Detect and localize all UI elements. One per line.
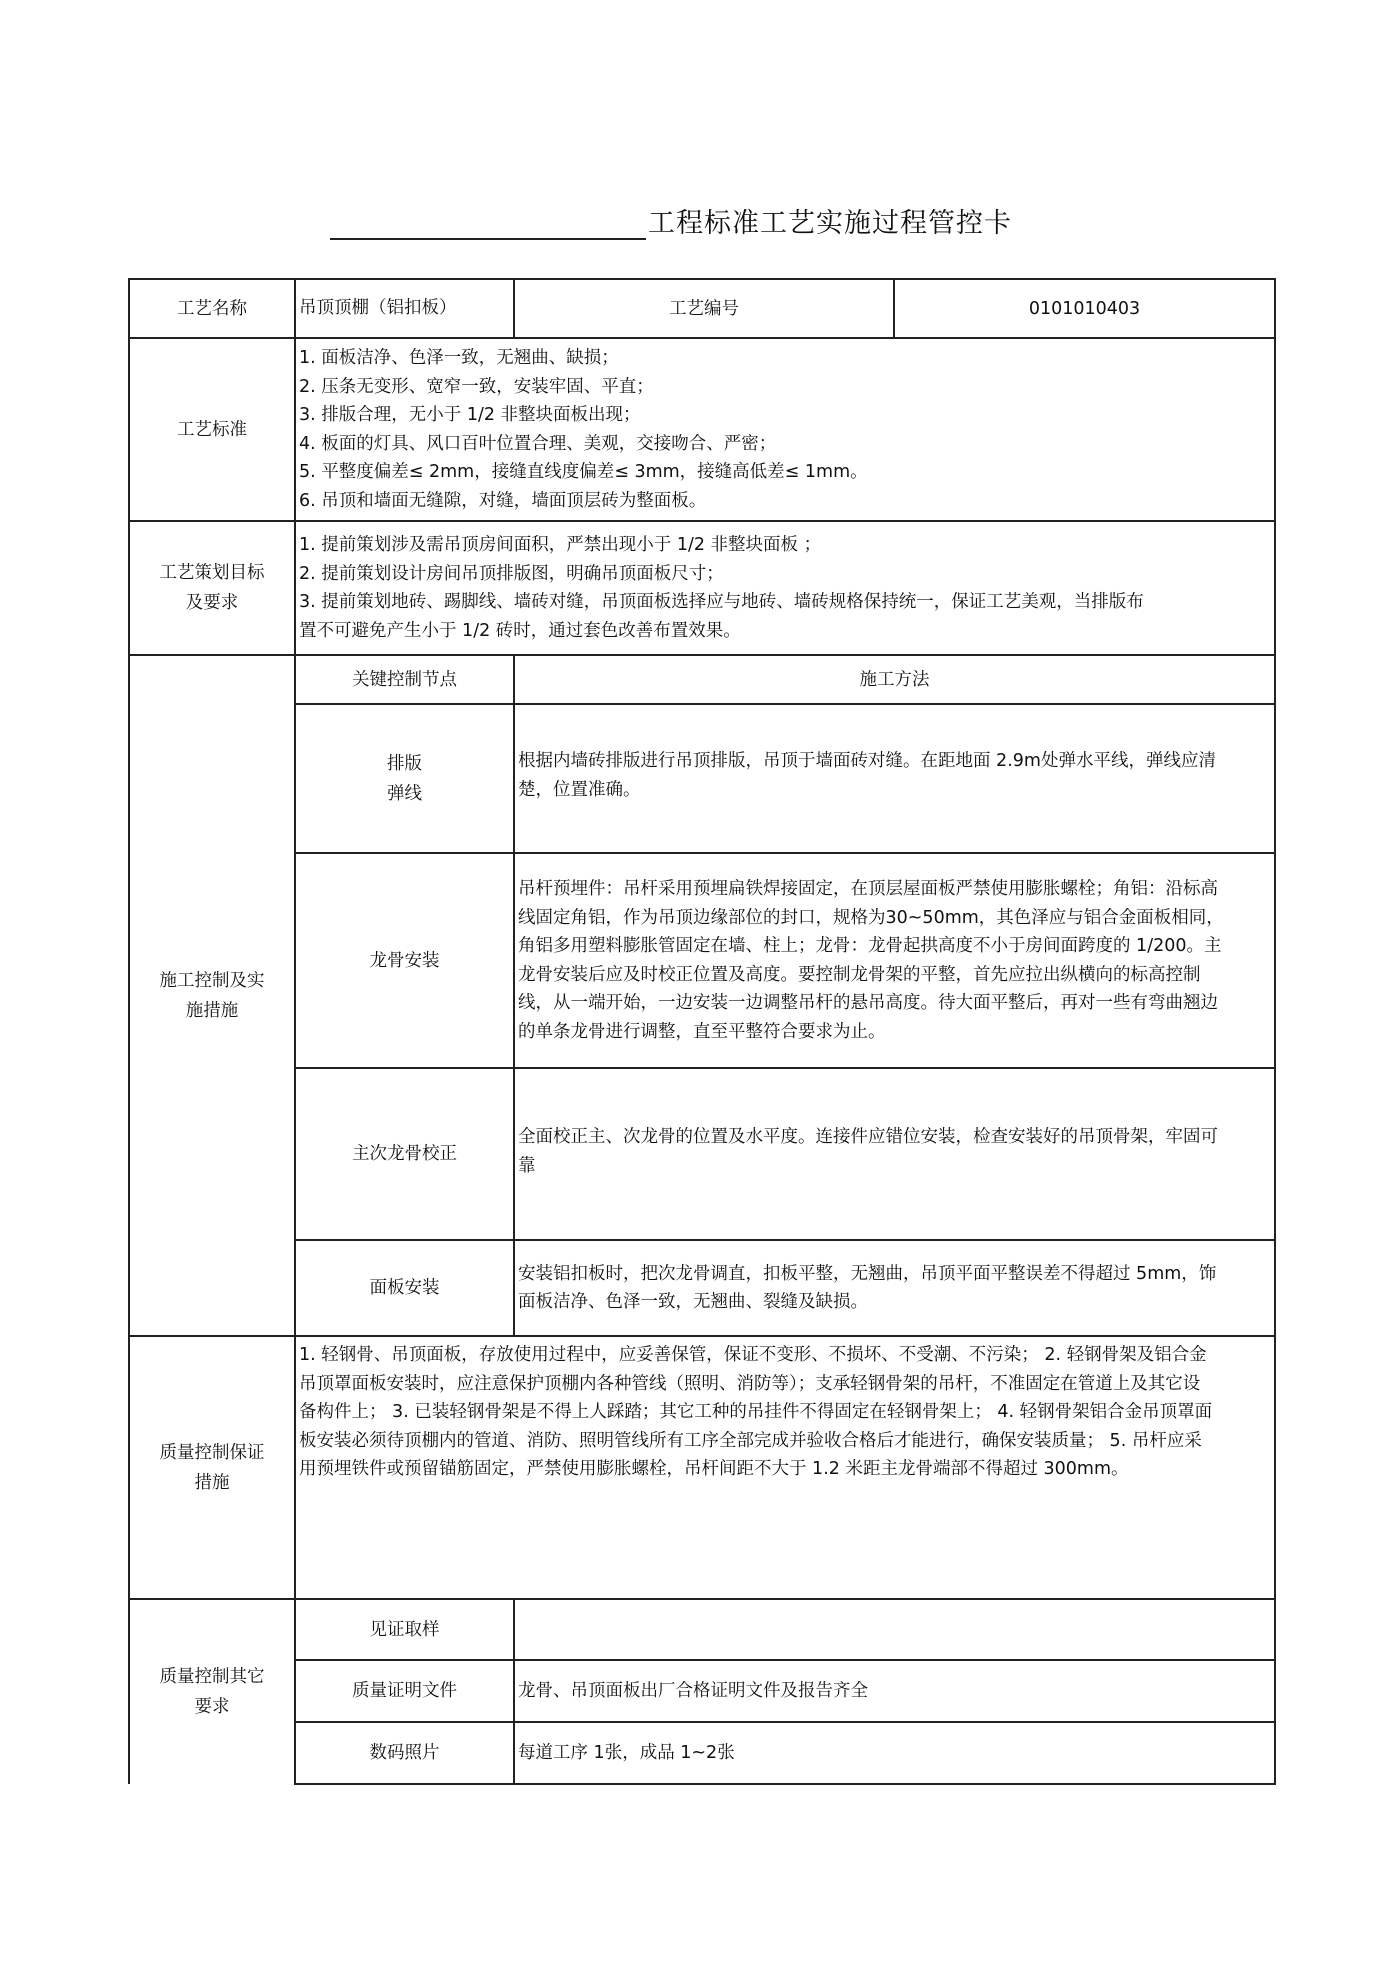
planning-content — [295, 521, 1275, 655]
other-req-row — [129, 1722, 1275, 1784]
project-name-blank — [330, 208, 646, 240]
quality-measures-text: 1. 轻钢骨、吊顶面板，存放使用过程中，应妥善保管，保证不变形、不损坏、不受潮、不污染； 2. 轻钢骨架及铝合金吊顶罩面板安装时，应注意保护顶棚内各种管线（照明、消防等）；支承轻钢骨架的吊杆，不准固定在管道上及其它设备构件上； 3. 已装轻钢骨架是不得上人踩踏；其它工种的吊挂件不得固定在轻钢骨架上； 4. 轻钢骨架铝合金吊顶罩面板安装必须待顶棚内的管道、消防、照明管线所有工序全部完成并验收合格后才能进行，确保安装质量； 5. 吊杆应采用预埋铁件或预留锚筋固定，严禁使用膨胀螺栓，吊杆间距不大于 1.2 米距主龙骨端部不得超过 300mm。 — [295, 1336, 1275, 1599]
construction-label-line: 施工控制及实 — [159, 970, 265, 991]
planning-item: 3. 提前策划地砖、踢脚线、墙砖对缝，吊顶面板选择应与地砖、墙砖规格保持统一，保证工艺美观，当排版布置不可避免产生小于 1/2 砖时，通过套色改善布置效果。 — [299, 592, 1144, 641]
key-node — [295, 704, 514, 853]
quality-measures-row — [129, 1336, 1275, 1599]
planning-label-line: 及要求 — [185, 593, 239, 613]
process-name-label: 工艺名称 — [129, 279, 295, 338]
key-node-line: 弹线 — [387, 783, 422, 804]
method-header: 施工方法 — [514, 655, 1275, 704]
construction-row — [129, 853, 1275, 1068]
quality-measures-label — [129, 1336, 295, 1599]
construction-label — [129, 655, 295, 1336]
title-text: 工程标准工艺实施过程管控卡 — [648, 208, 1012, 239]
other-req-item-label: 质量证明文件 — [295, 1660, 514, 1722]
standard-item: 4. 板面的灯具、风口百叶位置合理、美观，交接吻合、严密； — [299, 433, 777, 454]
construction-label-line: 施措施 — [185, 1000, 239, 1021]
standard-row — [129, 338, 1275, 521]
other-req-row — [129, 1660, 1275, 1722]
other-req-row — [129, 1599, 1275, 1660]
standard-item: 3. 排版合理，无小于 1/2 非整块面板出现； — [299, 405, 641, 425]
standard-content — [295, 338, 1275, 521]
header-row — [129, 279, 1275, 338]
control-card-table — [128, 278, 1276, 1785]
process-code-label: 工艺编号 — [514, 279, 894, 338]
construction-row — [129, 704, 1275, 853]
quality-measures-label-line: 质量控制保证 — [159, 1442, 265, 1463]
key-node: 面板安装 — [295, 1240, 514, 1336]
construction-row — [129, 1240, 1275, 1336]
planning-item: 1. 提前策划涉及需吊顶房间面积，严禁出现小于 1/2 非整块面板 ； — [299, 535, 822, 555]
key-node: 主次龙骨校正 — [295, 1068, 514, 1240]
other-req-label — [129, 1599, 295, 1784]
standard-item: 6. 吊顶和墙面无缝隙，对缝，墙面顶层砖为整面板。 — [299, 490, 707, 511]
construction-row — [129, 1068, 1275, 1240]
other-req-label-line: 要求 — [194, 1697, 230, 1717]
method-text: 根据内墙砖排版进行吊顶排版，吊顶于墙面砖对缝。在距地面 2.9m处弹水平线，弹线应清楚，位置准确。 — [514, 704, 1275, 853]
other-req-item-value: 龙骨、吊顶面板出厂合格证明文件及报告齐全 — [514, 1660, 1275, 1722]
standard-item: 5. 平整度偏差≤ 2mm，接缝直线度偏差≤ 3mm，接缝高低差≤ 1mm。 — [299, 462, 868, 482]
key-node-header: 关键控制节点 — [295, 655, 514, 704]
standard-item: 1. 面板洁净、色泽一致，无翘曲、缺损； — [299, 348, 619, 368]
planning-row — [129, 521, 1275, 655]
process-code-value: 0101010403 — [894, 279, 1275, 338]
key-node-line: 排版 — [387, 753, 422, 774]
quality-measures-label-line: 措施 — [194, 1472, 230, 1493]
other-req-item-value: 每道工序 1张，成品 1~2张 — [514, 1722, 1275, 1784]
standard-item: 2. 压条无变形、宽窄一致，安装牢固、平直； — [299, 376, 654, 397]
method-text: 安装铝扣板时，把次龙骨调直，扣板平整，无翘曲，吊顶平面平整误差不得超过 5mm，饰面板洁净、色泽一致，无翘曲、裂缝及缺损。 — [514, 1240, 1275, 1336]
method-text: 全面校正主、次龙骨的位置及水平度。连接件应错位安装，检查安装好的吊顶骨架，牢固可靠 — [514, 1068, 1275, 1240]
other-req-item-value — [514, 1599, 1275, 1660]
method-text: 吊杆预埋件：吊杆采用预埋扁铁焊接固定，在顶层屋面板严禁使用膨胀螺栓；角铝：沿标高线固定角铝，作为吊顶边缘部位的封口，规格为30~50mm，其色泽应与铝合金面板相同，角铝多用塑料膨胀管固定在墙、柱上；龙骨：龙骨起拱高度不小于房间面跨度的 1/200。主龙骨安装后应及时校正位置及高度。要控制龙骨架的平整，首先应拉出纵横向的标高控制线，从一端开始，一边安装一边调整吊杆的悬吊高度。待大面平整后，再对一些有弯曲翘边的单条龙骨进行调整，直至平整符合要求为止。 — [514, 853, 1275, 1068]
other-req-item-label: 见证取样 — [295, 1599, 514, 1660]
construction-header-row — [129, 655, 1275, 704]
standard-label: 工艺标准 — [129, 338, 295, 521]
other-req-item-label: 数码照片 — [295, 1722, 514, 1784]
page-title — [330, 200, 1090, 240]
planning-item: 2. 提前策划设计房间吊顶排版图，明确吊顶面板尺寸； — [299, 563, 724, 584]
other-req-label-line: 质量控制其它 — [159, 1667, 265, 1687]
planning-label — [129, 521, 295, 655]
process-name-value: 吊顶顶棚（铝扣板） — [295, 279, 514, 338]
planning-label-line: 工艺策划目标 — [159, 563, 265, 583]
key-node: 龙骨安装 — [295, 853, 514, 1068]
